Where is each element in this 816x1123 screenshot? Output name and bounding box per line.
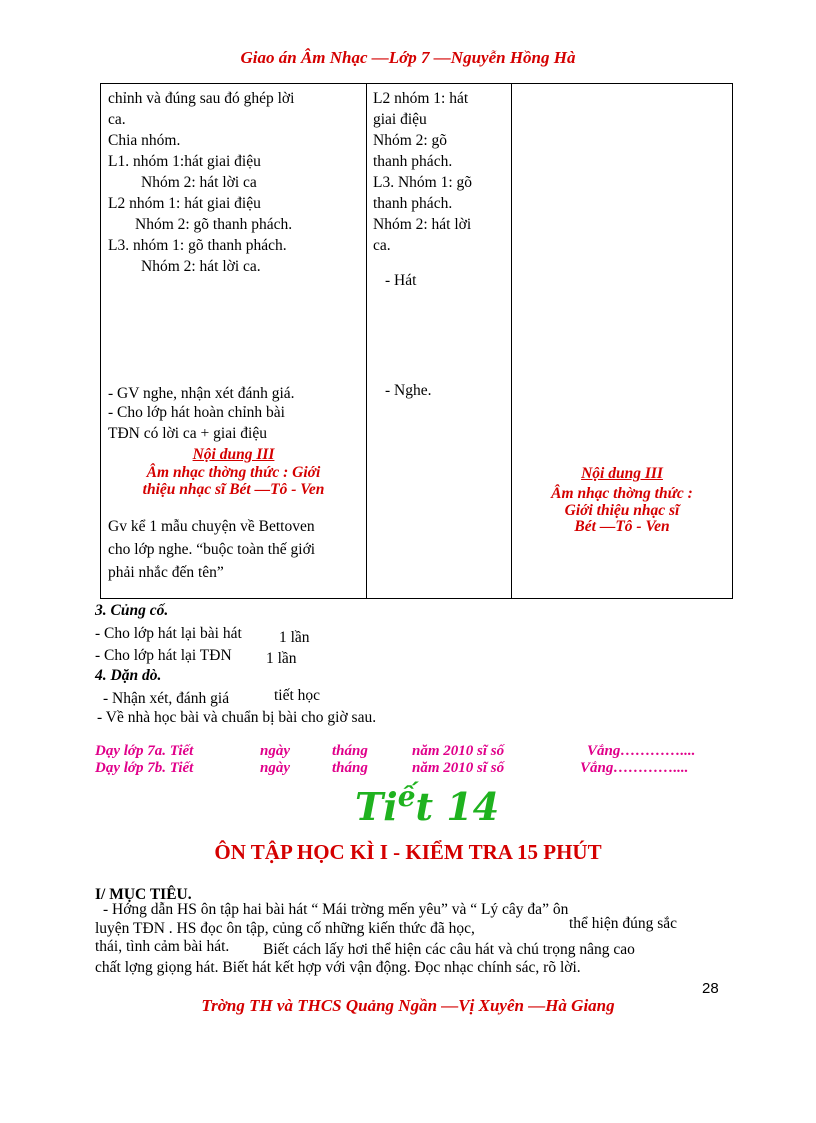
column-divider	[366, 84, 367, 598]
student-activity-line: L3. Nhóm 1: gõ	[373, 174, 473, 191]
lesson-number-part: Ti	[355, 784, 398, 829]
student-activity-line: Nhóm 2: hát lời	[373, 216, 472, 233]
lesson-number-part: t 14	[415, 784, 500, 829]
dan-do-heading: 4. Dặn dò.	[95, 667, 162, 684]
objectives-heading: I/ MỤC TIÊU.	[95, 886, 192, 903]
section-subtitle: Âm nhạc thờng thức :	[551, 485, 693, 502]
teacher-activity-line: cho lớp nghe. “buộc toàn thế giới	[108, 541, 316, 558]
student-activity-line: Nhóm 2: gõ	[373, 132, 448, 149]
teacher-activity-line: ca.	[108, 111, 126, 128]
teacher-activity-line: L1. nhóm 1:hát giai điệu	[108, 153, 261, 170]
page-number: 28	[702, 980, 719, 997]
section-title: Nội dung III	[581, 465, 663, 482]
section-title: Nội dung III	[192, 446, 275, 463]
schedule-year: năm 2010 sĩ số	[412, 743, 505, 759]
objectives-line: thể hiện đúng sắc	[569, 915, 678, 932]
cung-co-line: - Cho lớp hát lại TĐN	[95, 647, 232, 664]
cung-co-line: 1 lần	[279, 629, 310, 646]
student-activity-line: thanh phách.	[373, 153, 453, 170]
schedule-year: năm 2010 sĩ số	[412, 760, 505, 776]
schedule-class: Dạy lớp 7b. Tiết	[95, 760, 194, 776]
teacher-activity-line: Nhóm 2: hát lời ca.	[141, 258, 261, 275]
teacher-activity-line: TĐN có lời ca + giai điệu	[108, 425, 267, 442]
page-header: Giao án Âm Nhạc —Lớp 7 —Nguyễn Hồng Hà	[240, 48, 576, 67]
teacher-activity-line: Nhóm 2: gõ thanh phách.	[135, 216, 293, 233]
schedule-day: ngày	[260, 743, 290, 759]
schedule-day: ngày	[260, 760, 290, 776]
teacher-activity-line: phải nhắc đến tên”	[108, 564, 224, 581]
teacher-activity-line: - GV nghe, nhận xét đánh giá.	[108, 385, 295, 402]
teacher-activity-line: Chia nhóm.	[108, 132, 181, 149]
teacher-activity-line: L2 nhóm 1: hát giai điệu	[108, 195, 261, 212]
student-activity-line: giai điệu	[373, 111, 427, 128]
teacher-activity-line: chỉnh và đúng sau đó ghép lời	[108, 90, 295, 107]
objectives-line: - Hớng dẫn HS ôn tập hai bài hát “ Mái trờng mến yêu” và “ Lý cây đa” ôn	[103, 901, 569, 918]
student-activity-line: L2 nhóm 1: hát	[373, 90, 469, 107]
objectives-line: Biết cách lấy hơi thể hiện các câu hát và chú trọng nâng cao	[263, 941, 635, 958]
student-activity-line: thanh phách.	[373, 195, 453, 212]
cung-co-line: 1 lần	[266, 650, 297, 667]
schedule-absent: Vắng…………....	[587, 743, 696, 759]
dan-do-line: - Nhận xét, đánh giá	[103, 690, 230, 707]
section-subtitle: Âm nhạc thờng thức : Giới	[146, 464, 321, 481]
lesson-number-part: ế	[397, 780, 416, 813]
student-activity-line: ca.	[373, 237, 391, 254]
teacher-activity-line: Gv kể 1 mẫu chuyện về Bettoven	[108, 518, 315, 535]
cung-co-heading: 3. Củng cố.	[95, 602, 169, 619]
cung-co-line: - Cho lớp hát lại bài hát	[95, 625, 242, 642]
student-activity-line: - Nghe.	[385, 382, 432, 399]
teacher-activity-line: L3. nhóm 1: gõ thanh phách.	[108, 237, 287, 254]
dan-do-line: - Về nhà học bài và chuẩn bị bài cho giờ sau.	[97, 709, 377, 726]
teacher-activity-line: - Cho lớp hát hoàn chỉnh bài	[108, 404, 285, 421]
objectives-line: thái, tình cảm bài hát.	[95, 938, 230, 955]
page-footer: Trờng TH và THCS Quảng Ngần —Vị Xuyên —Hà Giang	[201, 996, 615, 1015]
schedule-month: tháng	[332, 743, 368, 759]
lesson-table	[100, 83, 733, 599]
dan-do-line: tiết học	[274, 687, 321, 704]
schedule-month: tháng	[332, 760, 368, 776]
page-title: ÔN TẬP HỌC KÌ I - KIỂM TRA 15 PHÚT	[214, 840, 602, 864]
section-subtitle: thiệu nhạc sĩ Bét —Tô - Ven	[142, 481, 325, 498]
section-subtitle: Giới thiệu nhạc sĩ	[564, 502, 680, 519]
schedule-absent: Vắng…………....	[580, 760, 689, 776]
student-activity-line: - Hát	[385, 272, 417, 289]
schedule-class: Dạy lớp 7a. Tiết	[95, 743, 194, 759]
objectives-line: chất lợng giọng hát. Biết hát kết hợp với vận động. Đọc nhạc chính sác, rõ lời.	[95, 959, 581, 976]
teacher-activity-line: Nhóm 2: hát lời ca	[141, 174, 257, 191]
section-subtitle: Bét —Tô - Ven	[574, 518, 670, 535]
objectives-line: luyện TĐN . HS đọc ôn tập, củng cố những kiến thức đã học,	[95, 920, 475, 937]
lesson-number	[355, 780, 500, 829]
